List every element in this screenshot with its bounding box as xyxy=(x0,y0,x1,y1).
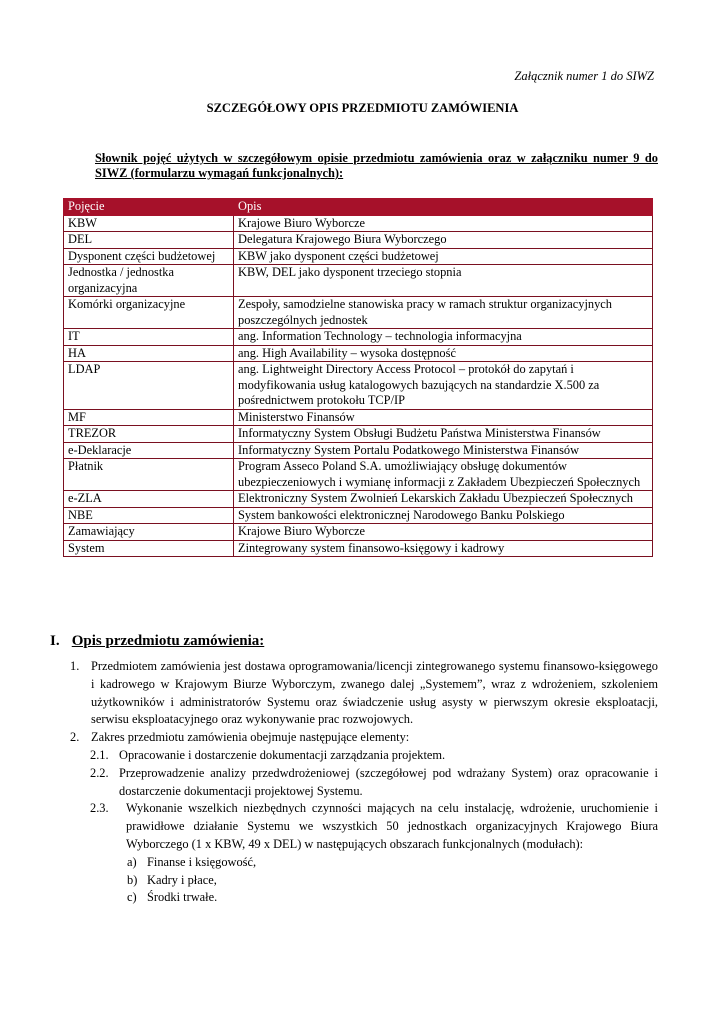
list-marker: a) xyxy=(127,854,137,869)
table-row xyxy=(64,524,653,541)
list-item-text: Wykonanie wszelkich niezbędnych czynności mających na celu instalację, wdrożenie, uruchomienie i prawidłowe działanie Systemu we wszystkich 50 jednostkach organizacyjnych Krajowego Biura Wyborczego (1 x KBW, 49 x DEL) w następujących obszarach funkcjonalnych (modułach): xyxy=(126,801,658,851)
module-list-item xyxy=(70,872,658,890)
term-cell: Płatnik xyxy=(64,459,234,491)
term-cell: LDAP xyxy=(64,362,234,410)
term-cell: TREZOR xyxy=(64,426,234,443)
term-cell: Dysponent części budżetowej xyxy=(64,248,234,265)
section-body xyxy=(70,658,658,907)
list-item xyxy=(70,658,658,729)
description-cell: Delegatura Krajowego Biura Wyborczego xyxy=(234,232,653,249)
section-label: Opis przedmiotu zamówienia: xyxy=(71,633,265,649)
term-cell: IT xyxy=(64,329,234,346)
sub-list-item xyxy=(70,765,658,801)
term-cell: NBE xyxy=(64,507,234,524)
section-number: I. xyxy=(50,633,60,649)
term-cell: KBW xyxy=(64,215,234,232)
term-cell: Zamawiający xyxy=(64,524,234,541)
table-row xyxy=(64,459,653,491)
list-item-text: Kadry i płace, xyxy=(147,872,217,887)
description-cell: Ministerstwo Finansów xyxy=(234,409,653,426)
list-marker: c) xyxy=(127,890,137,905)
description-cell: System bankowości elektronicznej Narodowego Banku Polskiego xyxy=(234,507,653,524)
description-cell: Informatyczny System Obsługi Budżetu Państwa Ministerstwa Finansów xyxy=(234,426,653,443)
list-item-text: Przeprowadzenie analizy przedwdrożeniowej (szczegółowej pod wdrażany System) oraz opracowanie i dostarczenie dokumentacji projektowej Systemu. xyxy=(119,765,658,798)
table-row xyxy=(64,540,653,557)
description-cell: Zintegrowany system finansowo-księgowy i kadrowy xyxy=(234,540,653,557)
list-item-text: Opracowanie i dostarczenie dokumentacji zarządzania projektem. xyxy=(119,747,446,762)
list-item-text: Finanse i księgowość, xyxy=(147,854,257,869)
list-item-text: Środki trwałe. xyxy=(147,890,218,905)
list-item xyxy=(70,729,658,747)
sub-list-item xyxy=(70,747,658,765)
description-cell: Informatyczny System Portalu Podatkowego Ministerstwa Finansów xyxy=(234,442,653,459)
description-cell: KBW, DEL jako dysponent trzeciego stopnia xyxy=(234,265,653,297)
column-header-term: Pojęcie xyxy=(64,199,234,216)
section-heading xyxy=(50,633,264,650)
table-row xyxy=(64,232,653,249)
description-cell: Program Asseco Poland S.A. umożliwiający obsługę dokumentów ubezpieczeniowych i wymianę informacji z Zakładem Ubezpieczeń Społecznych xyxy=(234,459,653,491)
module-list-item xyxy=(70,854,658,872)
list-marker: 2. xyxy=(70,730,80,745)
description-cell: ang. Information Technology – technologia informacyjna xyxy=(234,329,653,346)
table-row xyxy=(64,409,653,426)
attachment-label: Załącznik numer 1 do SIWZ xyxy=(514,69,654,83)
table-row xyxy=(64,265,653,297)
term-cell: Jednostka / jednostka organizacyjna xyxy=(64,265,234,297)
table-row xyxy=(64,297,653,329)
list-marker: 2.1. xyxy=(90,747,109,762)
table-row xyxy=(64,215,653,232)
table-row xyxy=(64,329,653,346)
table-row xyxy=(64,426,653,443)
document-title: SZCZEGÓŁOWY OPIS PRZEDMIOTU ZAMÓWIENIA xyxy=(206,101,519,115)
description-cell: Krajowe Biuro Wyborcze xyxy=(234,215,653,232)
list-item-text: Przedmiotem zamówienia jest dostawa oprogramowania/licencji zintegrowanego systemu finansowo-księgowego i kadrowego w Krajowym Biurze Wyborczym, zwanego dalej „Systemem”, wraz z wdrożeniem, szkoleniem użytkowników i administratorów Systemu oraz świadczenie usług asysty w pierwszym okresie eksploatacji, serwisu eksploatacyjnego oraz wykonywanie prac rozwojowych. xyxy=(91,659,658,727)
table-row xyxy=(64,362,653,410)
list-marker: 2.2. xyxy=(90,765,109,780)
glossary-table xyxy=(63,198,653,557)
table-row xyxy=(64,345,653,362)
description-cell: Elektroniczny System Zwolnień Lekarskich Zakładu Ubezpieczeń Społecznych xyxy=(234,491,653,508)
description-cell: Krajowe Biuro Wyborcze xyxy=(234,524,653,541)
term-cell: e-Deklaracje xyxy=(64,442,234,459)
table-row xyxy=(64,248,653,265)
description-cell: ang. Lightweight Directory Access Protocol – protokół do zapytań i modyfikowania usług katalogowych bazujących na standardzie X.500 za pośrednictwem protokołu TCP/IP xyxy=(234,362,653,410)
list-marker: b) xyxy=(127,872,138,887)
term-cell: Komórki organizacyjne xyxy=(64,297,234,329)
description-cell: Zespoły, samodzielne stanowiska pracy w ramach struktur organizacyjnych poszczególnych jednostek xyxy=(234,297,653,329)
term-cell: MF xyxy=(64,409,234,426)
table-row xyxy=(64,491,653,508)
list-marker: 2.3. xyxy=(90,801,109,816)
description-cell: ang. High Availability – wysoka dostępność xyxy=(234,345,653,362)
glossary-heading: Słownik pojęć użytych w szczegółowym opisie przedmiotu zamówienia oraz w załączniku numer 9 do SIWZ (formularzu wymagań funkcjonalnych): xyxy=(95,151,658,180)
table-header-row xyxy=(64,199,653,216)
table-row xyxy=(64,507,653,524)
description-cell: KBW jako dysponent części budżetowej xyxy=(234,248,653,265)
list-marker: 1. xyxy=(70,659,80,673)
table-row xyxy=(64,442,653,459)
sub-list-item xyxy=(70,800,658,853)
term-cell: e-ZLA xyxy=(64,491,234,508)
module-list-item xyxy=(70,889,658,907)
column-header-description: Opis xyxy=(234,199,653,216)
term-cell: HA xyxy=(64,345,234,362)
term-cell: DEL xyxy=(64,232,234,249)
list-item-text: Zakres przedmiotu zamówienia obejmuje następujące elementy: xyxy=(91,730,410,745)
term-cell: System xyxy=(64,540,234,557)
